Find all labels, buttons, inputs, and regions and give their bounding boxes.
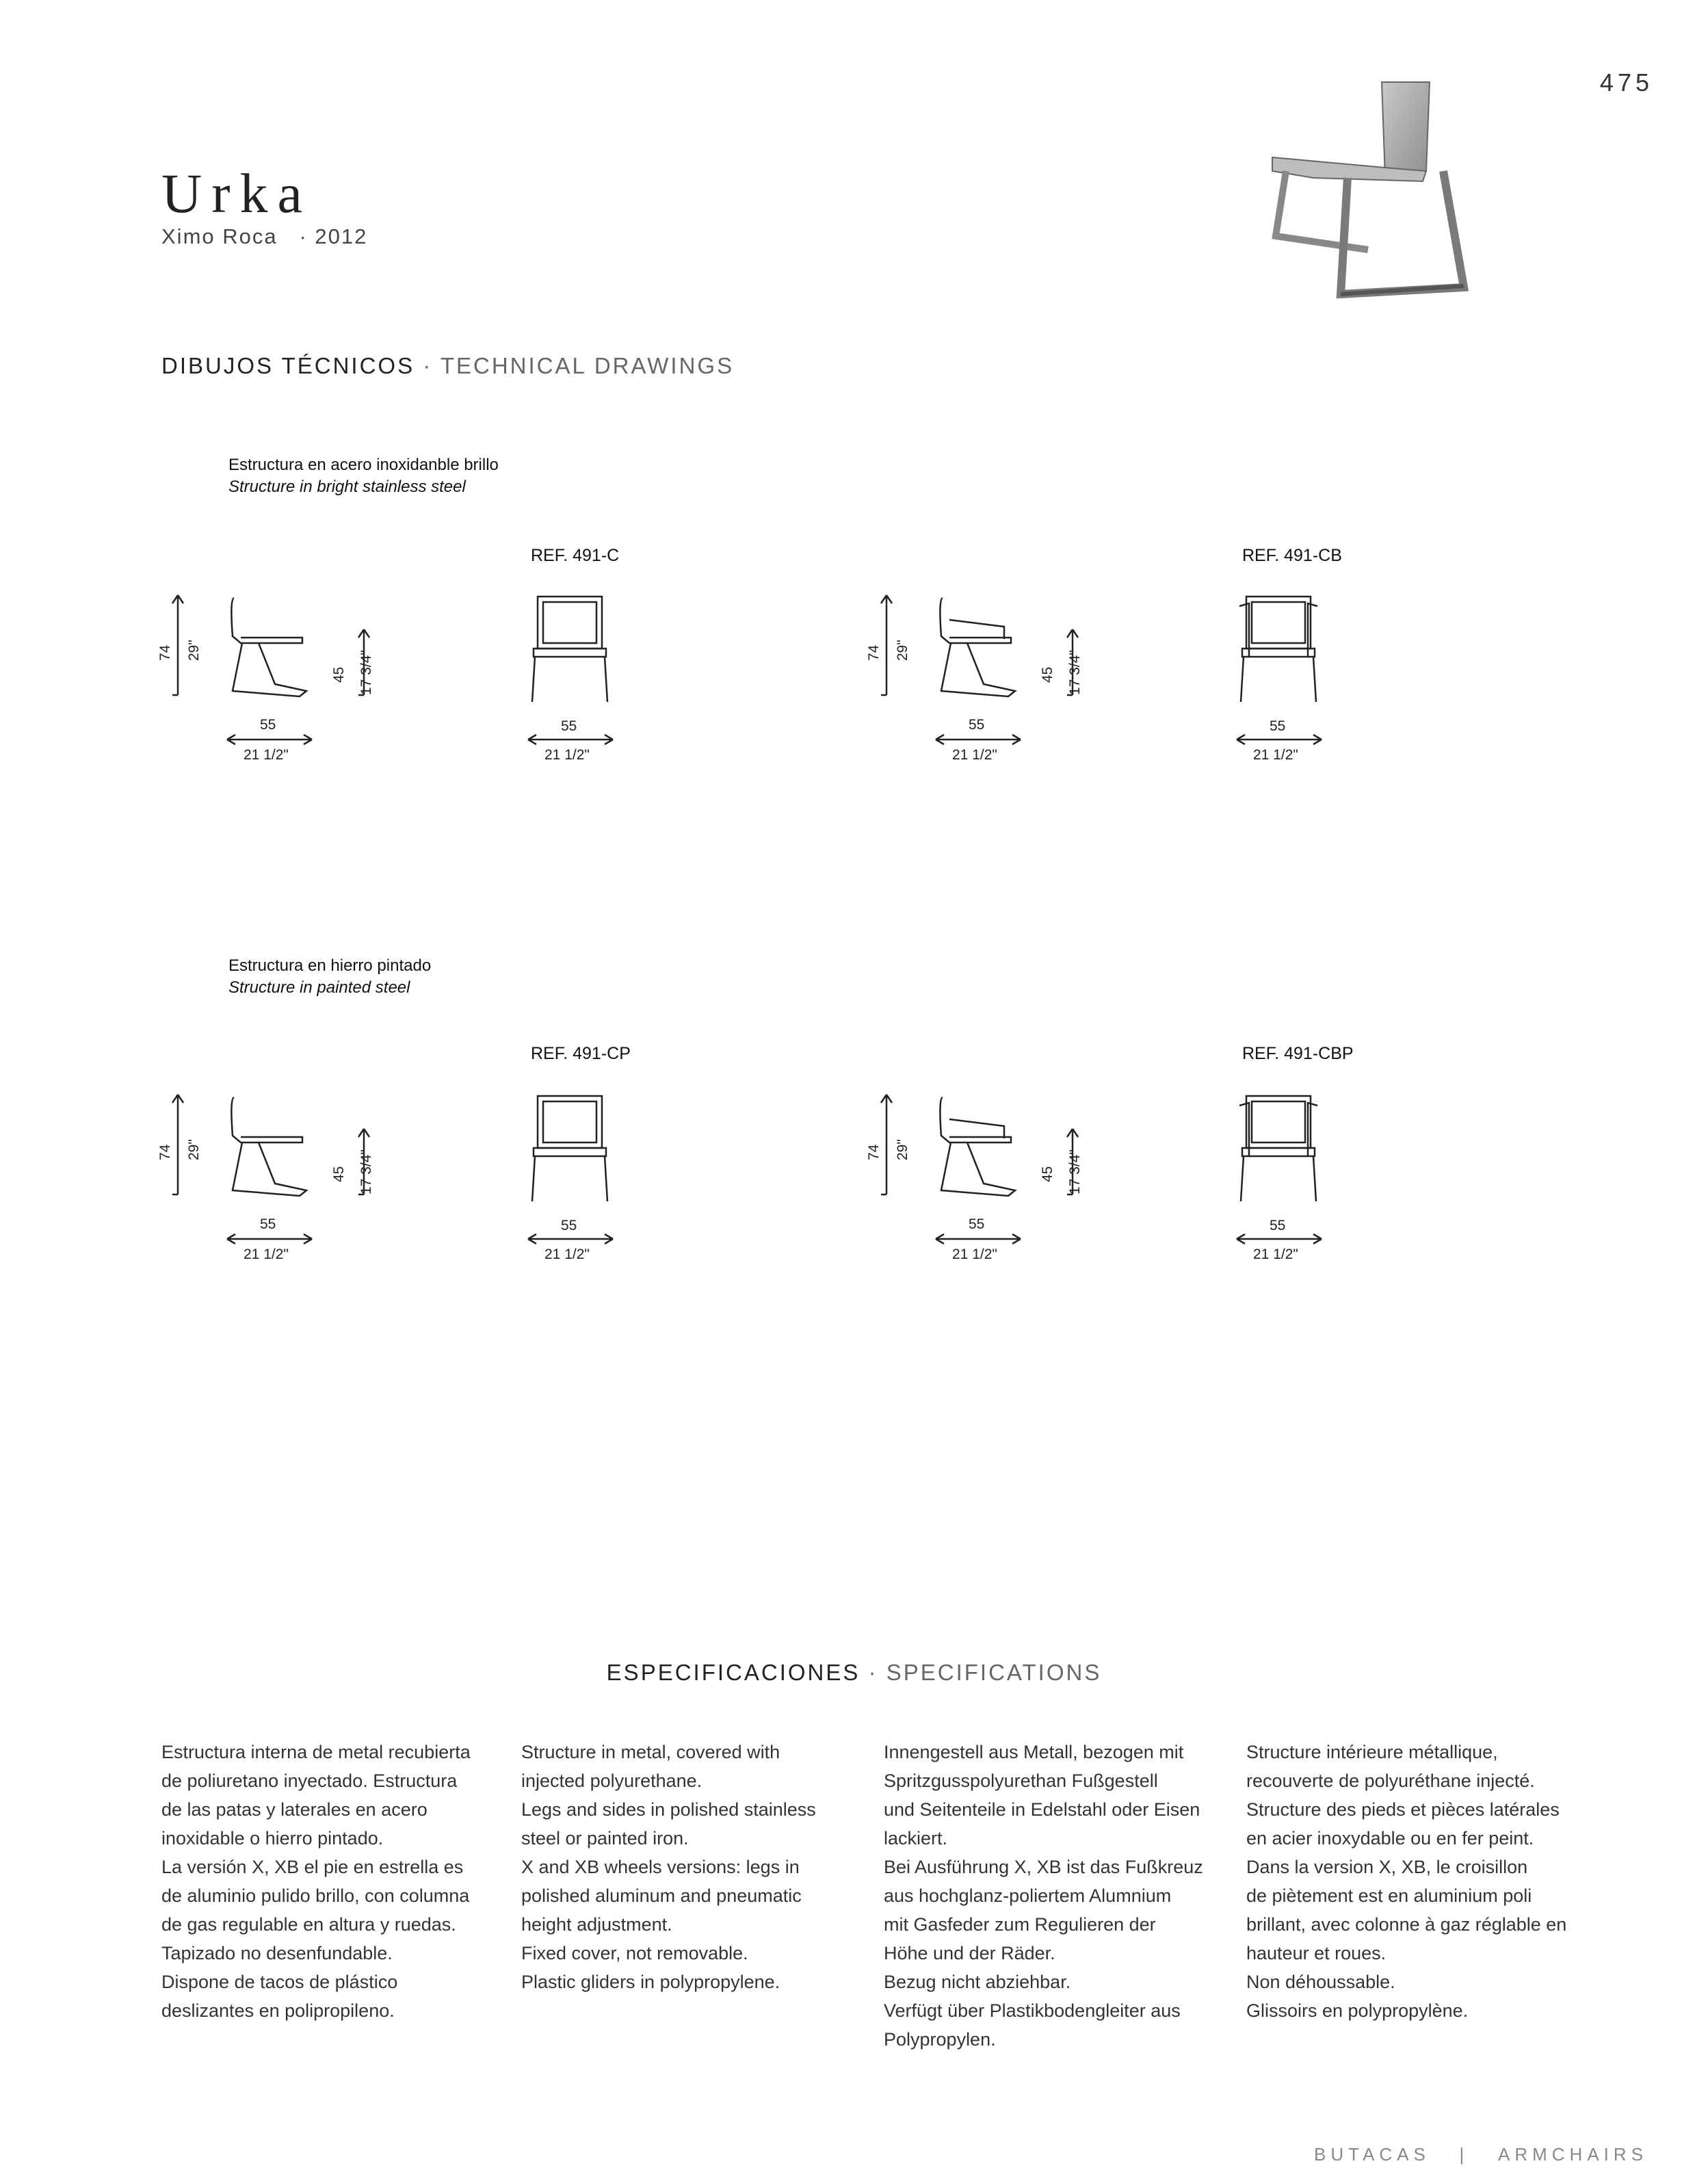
designer-name: Ximo Roca	[161, 224, 278, 248]
spec-heading-primary: ESPECIFICACIONES	[606, 1660, 860, 1685]
width-arrow-side-cbp	[936, 1234, 1021, 1244]
specifications-heading	[0, 1660, 1708, 1686]
chair-side-view-cp	[227, 1095, 316, 1197]
spec-heading-secondary: · SPECIFICATIONS	[868, 1660, 1102, 1685]
height-cm-cbp: 74	[866, 1144, 882, 1160]
group-2-label	[228, 956, 431, 997]
width-arrow-front-cb	[1237, 735, 1322, 744]
ref-491-cb: REF. 491-CB	[1242, 546, 1342, 565]
width-cm-side-c: 55	[260, 717, 276, 733]
height-in-cb: 29"	[895, 640, 910, 661]
height-arrow-cb	[881, 595, 892, 695]
ref-491-cp: REF. 491-CP	[531, 1044, 631, 1063]
group-2-label-en: Structure in painted steel	[228, 978, 410, 997]
ref-491-c: REF. 491-C	[531, 546, 620, 565]
width-cm-front-cb: 55	[1270, 718, 1286, 734]
drawings-heading-primary: DIBUJOS TÉCNICOS	[161, 353, 415, 378]
seat-in-c: 17 3/4"	[358, 650, 374, 695]
width-in-side-cbp: 21 1/2"	[952, 1246, 997, 1262]
footer-category-en: ARMCHAIRS	[1497, 2144, 1648, 2165]
group-2-label-es: Estructura en hierro pintado	[228, 956, 432, 975]
width-cm-side-cbp: 55	[969, 1216, 985, 1232]
spec-text-es: Estructura interna de metal recubierta de poliuretano inyectado. Estructura de las patas y laterales en acero inoxidable o hierro pintado. La versión X, XB el pie en estrella es de aluminio pulido brillo, con columna de gas regulable en altura y ruedas. Tapizado no desenfundable. Dispone de tacos de plástico deslizantes en polipropileno.	[161, 1742, 471, 2021]
product-title: Urka	[161, 162, 312, 224]
height-arrow-cbp	[881, 1095, 892, 1194]
chair-front-view-cp	[531, 1095, 610, 1204]
seat-cm-cb: 45	[1040, 666, 1055, 683]
designer-line	[161, 224, 367, 249]
drawings-heading	[161, 353, 734, 379]
width-cm-front-cp: 55	[561, 1218, 577, 1233]
seat-in-cp: 17 3/4"	[358, 1149, 374, 1194]
group-1-label-es: Estructura en acero inoxidanble brillo	[228, 456, 499, 474]
design-year: · 2012	[299, 224, 368, 248]
height-cm-cb: 74	[866, 644, 882, 661]
width-cm-side-cb: 55	[969, 717, 985, 733]
page-number: 475	[1599, 68, 1653, 96]
chair-front-view-cbp	[1239, 1095, 1319, 1204]
width-in-side-cb: 21 1/2"	[952, 747, 997, 763]
width-arrow-side-c	[227, 735, 312, 744]
width-arrow-front-cbp	[1237, 1234, 1322, 1244]
width-arrow-front-c	[528, 735, 613, 744]
width-in-front-c: 21 1/2"	[544, 747, 590, 763]
height-cm-c: 74	[157, 644, 173, 661]
height-in-cp: 29"	[186, 1139, 202, 1160]
spec-text-en: Structure in metal, covered with injected polyurethane. Legs and sides in polished stainless steel or painted iron. X and XB wheels versions: legs in polished aluminum and pneumatic height adjustment. Fixed cover, not removable. Plastic gliders in polypropylene.	[521, 1742, 816, 1992]
width-in-front-cp: 21 1/2"	[544, 1246, 590, 1262]
spec-text-de: Innengestell aus Metall, bezogen mit Spritzgusspolyurethan Fußgestell und Seitenteile in Edelstahl oder Eisen lackiert. Bei Ausführung X, XB ist das Fußkreuz aus hochglanz-poliertem Alumnium mit Gasfeder zum Regulieren der Höhe und der Räder. Bezug nicht abziehbar. Verfügt über Plastikbodengleiter aus Polypropylen.	[884, 1742, 1203, 2050]
width-in-front-cb: 21 1/2"	[1253, 747, 1298, 763]
chair-side-view-cbp	[936, 1095, 1025, 1197]
ref-491-cbp: REF. 491-CBP	[1242, 1044, 1354, 1063]
drawings-heading-secondary: · TECHNICAL DRAWINGS	[423, 353, 735, 378]
chair-front-view-c	[531, 595, 610, 705]
seat-in-cb: 17 3/4"	[1067, 650, 1083, 695]
chair-side-view-cb	[936, 595, 1025, 698]
width-in-side-cp: 21 1/2"	[244, 1246, 289, 1262]
seat-cm-c: 45	[331, 666, 347, 683]
width-in-side-c: 21 1/2"	[244, 747, 289, 763]
product-photo	[1245, 68, 1484, 315]
seat-cm-cbp: 45	[1040, 1166, 1055, 1182]
height-cm-cp: 74	[157, 1144, 173, 1160]
height-in-c: 29"	[186, 640, 202, 661]
seat-cm-cp: 45	[331, 1166, 347, 1182]
spec-text-fr: Structure intérieure métallique, recouverte de polyuréthane injecté. Structure des pieds et pièces latérales en acier inoxydable ou en fer peint. Dans la version X, XB, le croisillon de piètement est en aluminium poli brillant, avec colonne à gaz réglable en hauteur et roues. Non déhoussable. Glissoirs en polypropylène.	[1246, 1742, 1567, 2021]
width-in-front-cbp: 21 1/2"	[1253, 1246, 1298, 1262]
seat-in-cbp: 17 3/4"	[1067, 1149, 1083, 1194]
height-arrow-c	[172, 595, 183, 695]
width-cm-front-c: 55	[561, 718, 577, 734]
footer-category	[1314, 2144, 1648, 2165]
chair-front-view-cb	[1239, 595, 1319, 705]
group-1-label-en: Structure in bright stainless steel	[228, 478, 466, 496]
height-in-cbp: 29"	[895, 1139, 910, 1160]
width-arrow-side-cp	[227, 1234, 312, 1244]
width-cm-front-cbp: 55	[1270, 1218, 1286, 1233]
chair-side-view-c	[227, 595, 316, 698]
width-cm-side-cp: 55	[260, 1216, 276, 1232]
height-arrow-cp	[172, 1095, 183, 1194]
width-arrow-side-cb	[936, 735, 1021, 744]
footer-category-es: BUTACAS	[1314, 2144, 1430, 2165]
width-arrow-front-cp	[528, 1234, 613, 1244]
group-1-label	[228, 456, 499, 497]
footer-separator: |	[1459, 2144, 1469, 2165]
